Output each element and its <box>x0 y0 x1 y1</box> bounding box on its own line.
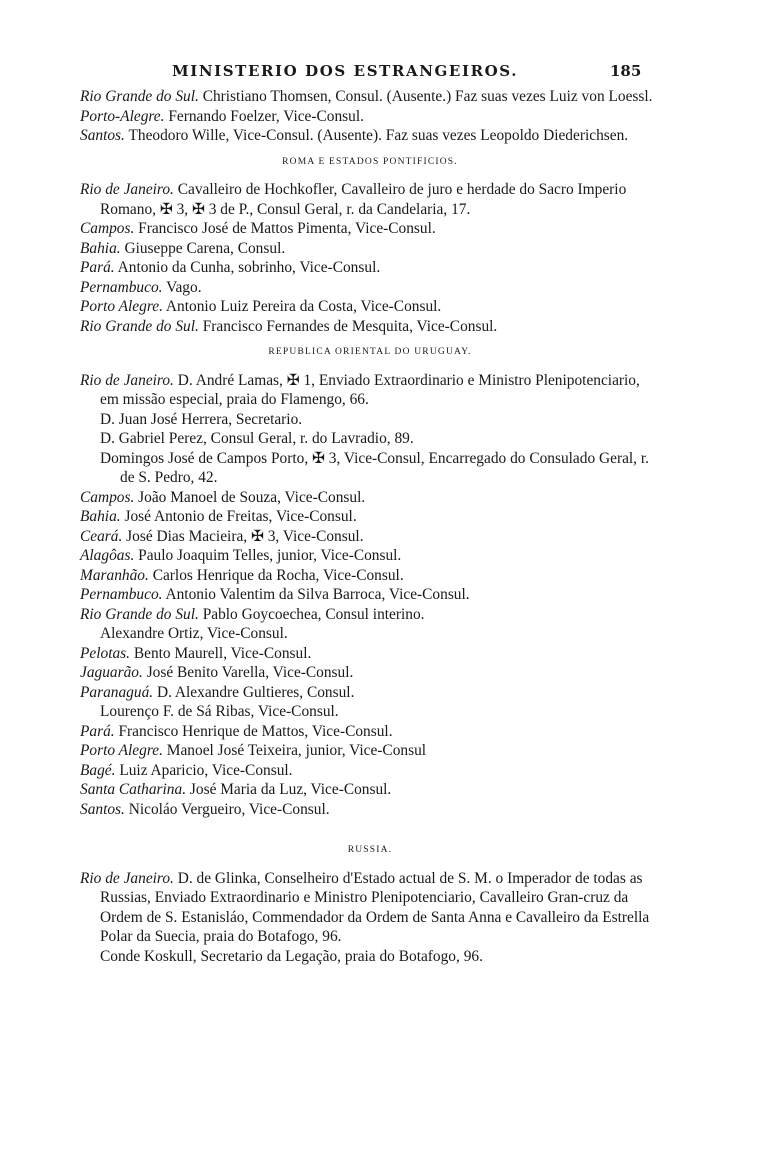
entry-text: Fernando Foelzer, Vice-Consul. <box>164 107 364 125</box>
entry-text: D. Gabriel Perez, Consul Geral, r. do Lavradio, 89. <box>100 430 414 447</box>
list-item <box>80 722 660 742</box>
entry-text: José Antonio de Freitas, Vice-Consul. <box>120 508 357 525</box>
list-item <box>80 297 660 317</box>
running-header <box>0 62 757 84</box>
place-name: Campos. <box>80 488 135 506</box>
place-name: Campos. <box>80 220 135 237</box>
entry-text: Francisco José de Mattos Pimenta, Vice-Consul. <box>134 220 436 237</box>
list-item <box>80 278 660 298</box>
list-item <box>80 507 660 527</box>
list-item <box>80 239 660 259</box>
place-name: Rio Grande do Sul. <box>80 317 199 335</box>
list-item <box>80 605 660 625</box>
list-item <box>80 126 660 146</box>
entry-text: D. André Lamas, ✠ 1, Enviado Extraordinario e Ministro Plenipotenciario, em missão especial, praia do Flamengo, 66. <box>100 371 640 408</box>
list-item <box>80 219 660 239</box>
list-item <box>80 317 660 337</box>
list-item <box>80 800 660 820</box>
list-item <box>80 624 660 644</box>
list-item <box>80 258 660 278</box>
page-number: 185 <box>610 62 642 80</box>
section-uruguay <box>80 371 660 820</box>
place-name: Rio de Janeiro. <box>80 371 174 389</box>
place-name: Ceará. <box>80 527 123 545</box>
entry-text: Paulo Joaquim Telles, junior, Vice-Consul. <box>134 547 402 564</box>
entry-text: José Benito Varella, Vice-Consul. <box>142 664 354 681</box>
place-name: Porto Alegre. <box>80 298 163 315</box>
place-name: Rio Grande do Sul. <box>80 88 199 105</box>
list-item <box>80 546 660 566</box>
document-body <box>80 87 660 966</box>
list-item <box>80 702 660 722</box>
list-item <box>80 488 660 508</box>
entry-text: Conde Koskull, Secretario da Legação, praia do Botafogo, 96. <box>100 947 483 965</box>
list-item <box>80 947 660 967</box>
section-roma <box>80 180 660 336</box>
entry-text: Nicoláo Vergueiro, Vice-Consul. <box>124 800 330 818</box>
place-name: Porto-Alegre. <box>80 107 165 125</box>
section-heading-russia: RUSSIA. <box>347 845 393 855</box>
entry-text: D. de Glinka, Conselheiro d'Estado actual de S. M. o Imperador de todas as Russias, Enviado Extraordinario e Ministro Plenipotenciario, Cavalleiro Gran-cruz da Ordem de S. Estanisláo, Commendador da Ordem de Santa Anna e Cavalleiro da Estrella Polar da Suecia, praia do Botafogo, 96. <box>100 869 650 945</box>
entry-text: D. Juan José Herrera, Secretario. <box>100 410 303 428</box>
list-item <box>80 527 660 547</box>
list-item <box>80 410 660 430</box>
entry-text: Theodoro Wille, Vice-Consul. (Ausente). Faz suas vezes Leopoldo Diederichsen. <box>124 127 629 144</box>
entry-text: Carlos Henrique da Rocha, Vice-Consul. <box>148 566 404 584</box>
list-item <box>80 429 660 449</box>
section-heading-roma: ROMA E ESTADOS PONTIFICIOS. <box>282 156 458 167</box>
list-item <box>80 180 660 219</box>
list-item <box>80 371 660 410</box>
place-name: Maranhão. <box>80 566 149 584</box>
place-name: Porto Alegre. <box>80 742 163 759</box>
entry-text: Antonio Valentim da Silva Barroca, Vice-Consul. <box>162 586 470 603</box>
place-name: Santos. <box>80 127 125 144</box>
list-item <box>80 869 660 947</box>
entry-text: Giuseppe Carena, Consul. <box>120 239 286 257</box>
entry-text: João Manoel de Souza, Vice-Consul. <box>134 488 366 506</box>
entry-text: Pablo Goycoechea, Consul interino. <box>198 605 425 623</box>
place-name: Alagôas. <box>80 547 135 564</box>
entry-text: Christiano Thomsen, Consul. (Ausente.) Faz suas vezes Luiz von Loessl. <box>198 88 653 105</box>
entry-text: Lourenço F. de Sá Ribas, Vice-Consul. <box>100 703 339 720</box>
place-name: Santos. <box>80 800 125 818</box>
entry-text: Francisco Henrique de Mattos, Vice-Consul. <box>114 722 393 740</box>
list-item <box>80 741 660 761</box>
list-item <box>80 585 660 605</box>
entry-text: Vago. <box>162 278 202 296</box>
entry-text: José Dias Macieira, ✠ 3, Vice-Consul. <box>122 527 364 545</box>
place-name: Santa Catharina. <box>80 781 187 798</box>
place-name: Pará. <box>80 259 115 276</box>
place-name: Rio Grande do Sul. <box>80 605 199 623</box>
section-russia <box>80 869 660 967</box>
header-title: MINISTERIO DOS ESTRANGEIROS. <box>172 62 519 80</box>
entry-text: D. Alexandre Gultieres, Consul. <box>153 683 355 701</box>
list-item <box>80 449 660 488</box>
entry-text: Cavalleiro de Hochkofler, Cavalleiro de juro e herdade do Sacro Imperio Romano, ✠ 3, ✠ 3 de P., Consul Geral, r. da Candelaria, 17. <box>100 181 627 218</box>
list-item <box>80 566 660 586</box>
place-name: Pernambuco. <box>80 278 163 296</box>
list-item <box>80 780 660 800</box>
entry-text: Domingos José de Campos Porto, ✠ 3, Vice-Consul, Encarregado do Consulado Geral, r. de S. Pedro, 42. <box>100 449 649 486</box>
section-heading-uruguay: REPUBLICA ORIENTAL DO URUGUAY. <box>268 347 472 357</box>
intro-block <box>80 87 660 146</box>
entry-text: Francisco Fernandes de Mesquita, Vice-Consul. <box>198 317 498 335</box>
place-name: Jaguarão. <box>80 664 143 681</box>
place-name: Rio de Janeiro. <box>80 869 174 887</box>
list-item <box>80 644 660 664</box>
place-name: Pará. <box>80 722 115 740</box>
list-item <box>80 107 660 127</box>
place-name: Paranaguá. <box>80 683 154 701</box>
list-item <box>80 683 660 703</box>
place-name: Bagé. <box>80 761 116 779</box>
place-name: Bahia. <box>80 239 121 257</box>
place-name: Rio de Janeiro. <box>80 181 174 198</box>
entry-text: Bento Maurell, Vice-Consul. <box>130 644 312 662</box>
entry-text: José Maria da Luz, Vice-Consul. <box>186 781 392 798</box>
place-name: Pelotas. <box>80 644 131 662</box>
entry-text: Alexandre Ortiz, Vice-Consul. <box>100 625 288 642</box>
entry-text: Manoel José Teixeira, junior, Vice-Consul <box>162 742 427 759</box>
entry-text: Antonio da Cunha, sobrinho, Vice-Consul. <box>114 259 381 276</box>
list-item <box>80 87 660 107</box>
list-item <box>80 663 660 683</box>
list-item <box>80 761 660 781</box>
place-name: Pernambuco. <box>80 586 163 603</box>
place-name: Bahia. <box>80 508 121 525</box>
entry-text: Luiz Aparicio, Vice-Consul. <box>115 761 293 779</box>
entry-text: Antonio Luiz Pereira da Costa, Vice-Consul. <box>162 298 442 315</box>
